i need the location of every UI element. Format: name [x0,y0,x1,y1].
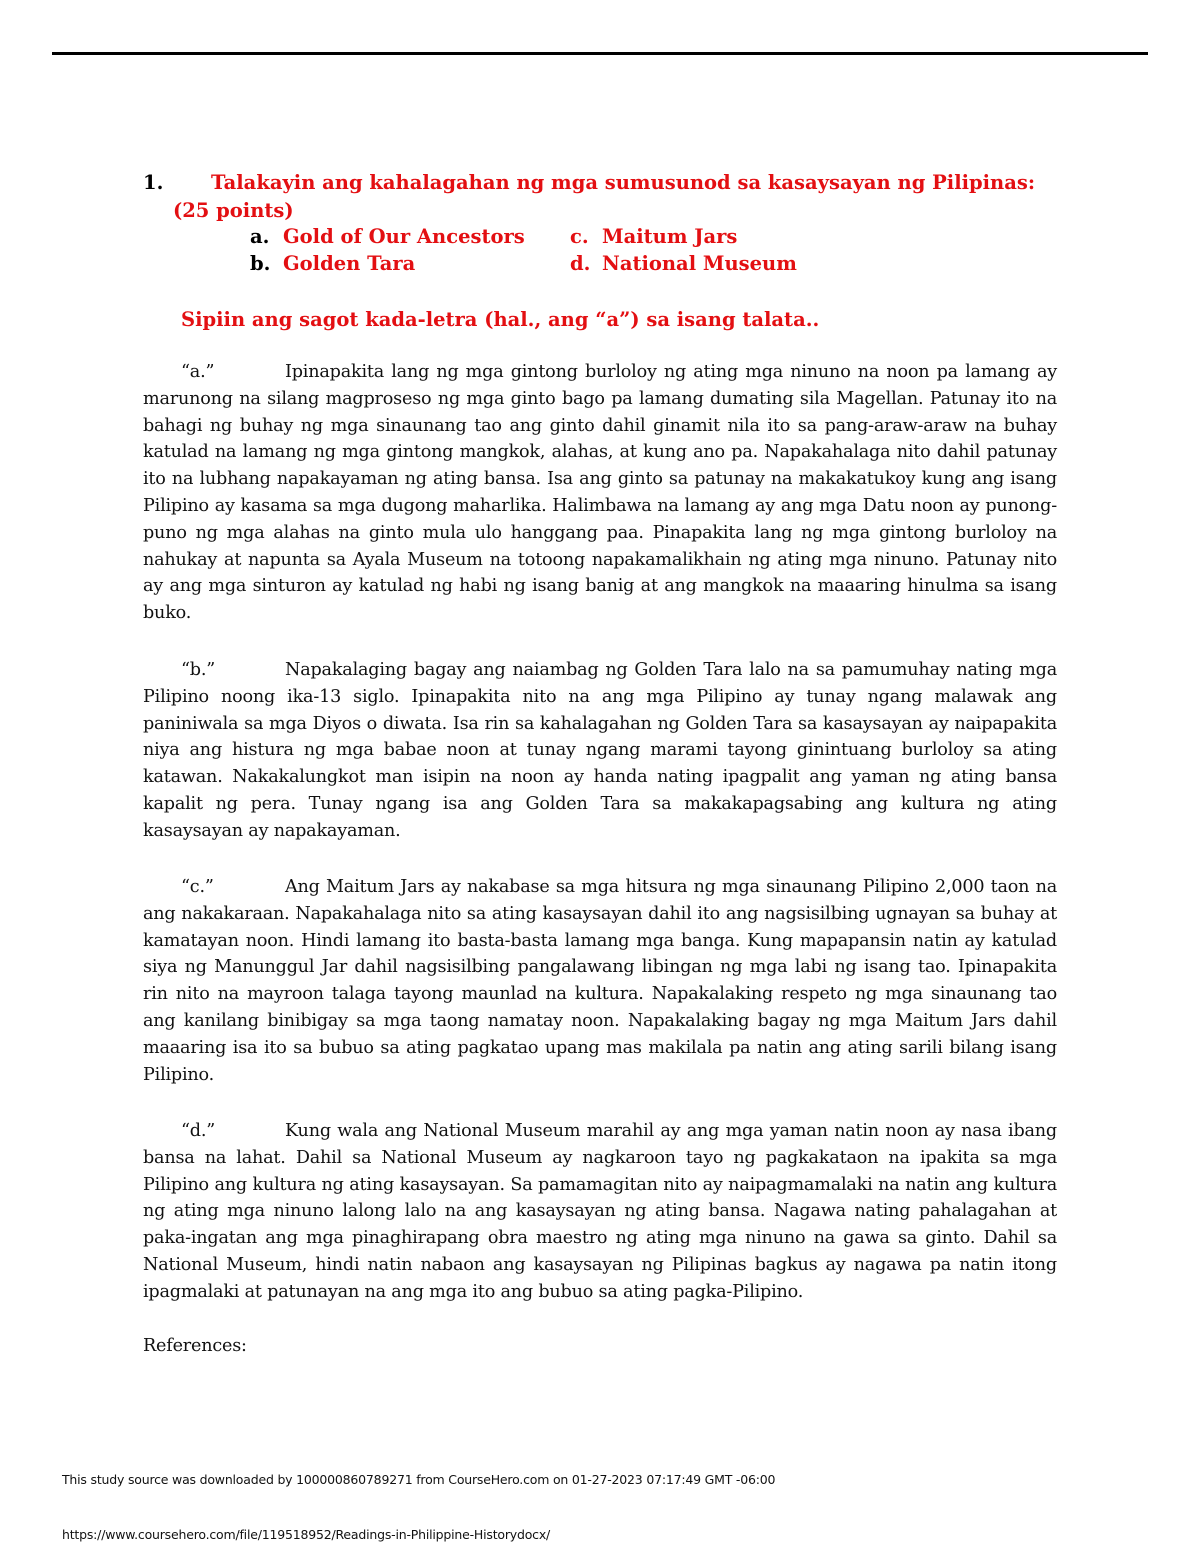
answer-paragraph-d [143,1118,1057,1306]
answer-paragraph-b [143,657,1057,845]
answer-label: “a.” [181,362,215,382]
question-prompt-line [143,168,1083,197]
option-item [570,223,890,250]
option-letter: a. [250,225,270,248]
option-row [250,250,890,277]
answer-label: “b.” [181,660,216,680]
question-prompt: Talakayin ang kahalagahan ng mga sumusunod sa kasaysayan ng Pilipinas: [211,171,1036,194]
answer-label: “d.” [181,1121,216,1141]
references-label: References: [143,1336,247,1356]
question-number: 1. [143,171,164,194]
option-text: Golden Tara [283,252,416,275]
question-points: (25 points) [173,199,294,222]
option-row [250,223,890,250]
option-item [570,250,890,277]
option-text: Maitum Jars [602,225,738,248]
option-text: Gold of Our Ancestors [283,225,525,248]
instruction: Sipiin ang sagot kada-letra (hal., ang “a”) sa isang talata.. [181,308,820,331]
answer-text: Napakalaging bagay ang naiambag ng Golden Tara lalo na sa pamumuhay nating mga Pilipino noong ika-13 siglo. Ipinapakita nito na ang mga Pilipino ay tunay ngang malawak ang paniniwala sa mga Diyos o diwata. Isa rin sa kahalagahan ng Golden Tara sa kasaysayan ay naipapakita niya ang histura ng mga babae noon at tunay ngang marami tayong ginintuang burloloy sa ating katawan. Nakakalungkot man isipin na noon ay handa nating ipagpalit ang yaman ng ating bansa kapalit ng pera. Tunay ngang isa ang Golden Tara sa makakapagsabing ang kultura ng ating kasaysayan ay napakayaman. [143,660,1057,841]
question-block [143,168,1083,224]
answer-paragraph-a [143,359,1057,627]
option-text: National Museum [602,252,797,275]
option-item [250,250,570,277]
answer-label: “c.” [181,877,214,897]
option-letter: b. [250,252,271,275]
answer-text: Ipinapakita lang ng mga gintong burloloy ng ating mga ninuno na noon pa lamang ay marunong na silang magproseso ng mga ginto bago pa lamang dumating sila Magellan. Patunay ito na bahagi ng buhay ng mga sinaunang tao ang ginto dahil ginamit nila ito sa pang-araw-araw na buhay katulad na lamang ng mga gintong mangkok, alahas, at kung ano pa. Napakahalaga nito dahil patunay ito na lubhang napakayaman ng ating bansa. Isa ang ginto sa patunay na makakatukoy kung ang isang Pilipino ay kasama sa mga dugong maharlika. Halimbawa na lamang ay ang mga Datu noon ay punong-puno ng mga alahas na ginto mula ulo hanggang paa. Pinapakita lang ng mga gintong burloloy na nahukay at napunta sa Ayala Museum na totoong napakamalikhain ng ating mga ninuno. Patunay nito ay ang mga sinturon ay katulad ng habi ng isang banig at ang mangkok na maaaring hinulma sa isang buko. [143,362,1057,624]
answer-paragraph-c [143,874,1057,1088]
option-letter: d. [570,252,591,275]
answer-text: Ang Maitum Jars ay nakabase sa mga hitsura ng mga sinaunang Pilipino 2,000 taon na ang nakakaraan. Napakahalaga nito sa ating kasaysayan dahil ito ang nagsisilbing ugnayan sa buhay at kamatayan noon. Hindi lamang ito basta-basta lamang mga banga. Kung mapapansin natin ay katulad siya ng Manunggul Jar dahil nagsisilbing pangalawang libingan ng mga labi ng isang tao. Ipinapakita rin nito na mayroon talaga tayong maunlad na kultura. Napakalaking respeto ng mga sinaunang tao ang kanilang binibigay sa mga taong namatay noon. Napakalaking bagay ng mga Maitum Jars dahil maaaring isa ito sa bubuo sa ating pagkatao upang mas makilala pa natin ang ating sarili bilang isang Pilipino. [143,877,1057,1085]
top-rule [52,52,1148,55]
option-list [250,223,890,277]
source-url[interactable]: https://www.coursehero.com/file/119518952/Readings-in-Philippine-Historydocx/ [62,1527,551,1542]
option-item [250,223,570,250]
option-letter: c. [570,225,589,248]
download-source-note: This study source was downloaded by 100000860789271 from CourseHero.com on 01-27-2023 07:17:49 GMT -06:00 [62,1472,776,1487]
answer-text: Kung wala ang National Museum marahil ay ang mga yaman natin noon ay nasa ibang bansa na lahat. Dahil sa National Museum ay nagkaroon tayo ng pagkakataon na ipakita sa mga Pilipino ang kultura ng ating kasaysayan. Sa pamamagitan nito ay naipagmamalaki na natin ang kultura ng ating mga ninuno lalong lalo na ang kasaysayan ng ating bansa. Nagawa nating pahalagahan at paka-ingatan ang mga pinaghirapang obra maestro ng ating mga ninuno na gawa sa ginto. Dahil sa National Museum, hindi natin nabaon ang kasaysayan ng Pilipinas bagkus ay nagawa pa natin itong ipagmalaki at patunayan na ang mga ito ang bubuo sa ating pagka-Pilipino. [143,1121,1057,1302]
